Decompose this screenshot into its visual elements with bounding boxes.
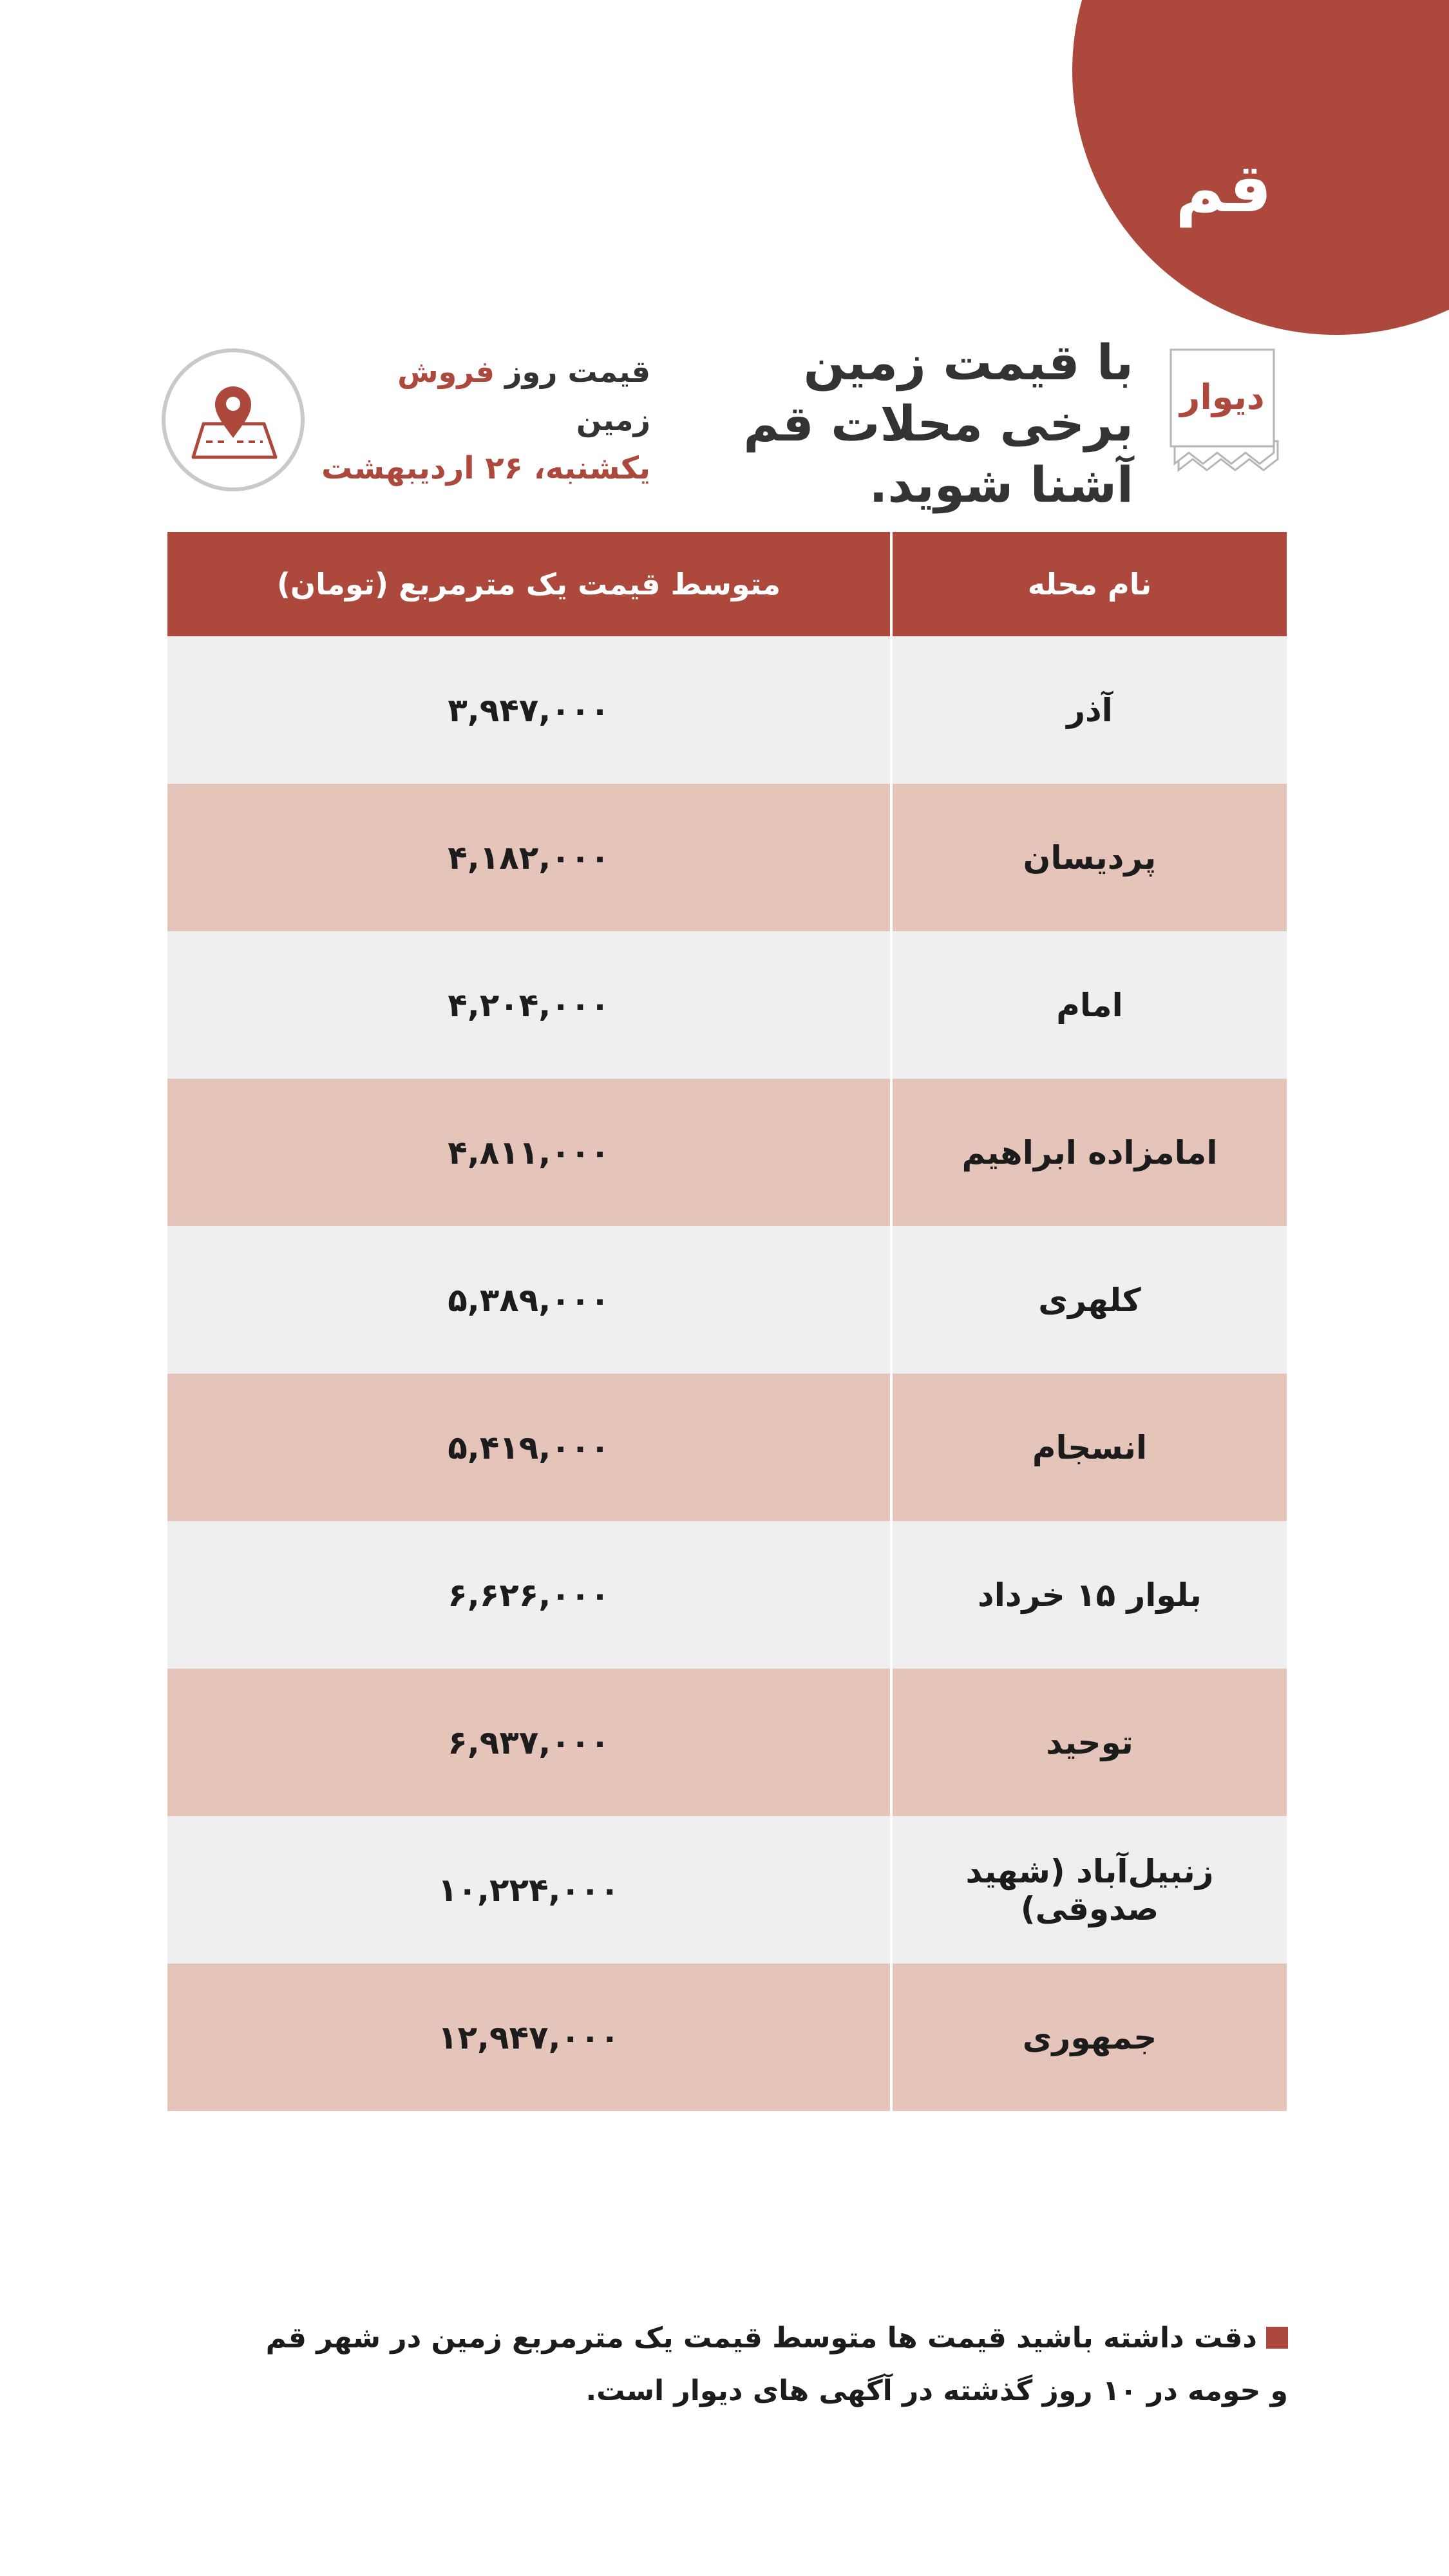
table-row [167,784,1287,931]
price-cell: ۳,۹۴۷,۰۰۰ [167,636,891,784]
headline-line-3: آشنا شوید. [869,456,1133,513]
footnote [245,2312,1288,2418]
header-neighborhood: نام محله [891,532,1287,636]
price-cell: ۶,۶۲۶,۰۰۰ [167,1521,891,1669]
table-row [167,1964,1287,2111]
logo-text: دیوار [1180,377,1265,417]
table-row [167,931,1287,1079]
table-row [167,1079,1287,1226]
footnote-marker [1266,2327,1288,2349]
map-pin-icon [161,348,305,492]
date-block [316,348,650,493]
headline [741,332,1133,515]
price-cell: ۱۲,۹۴۷,۰۰۰ [167,1964,891,2111]
neighborhood-cell: زنبیل‌آباد (شهید صدوقی) [891,1816,1287,1964]
neighborhood-cell: پردیسان [891,784,1287,931]
date-title [316,348,650,444]
header-price: متوسط قیمت یک مترمربع (تومان) [167,532,891,636]
city-name: قم [1175,149,1272,227]
table-row [167,636,1287,784]
price-cell: ۴,۸۱۱,۰۰۰ [167,1079,891,1226]
footnote-text: دقت داشته باشید قیمت ها متوسط قیمت یک مترمربع زمین در شهر قم و حومه در ۱۰ روز گذشته در آگهی های دیوار است. [265,2322,1288,2407]
date-title-end: زمین [576,402,650,437]
neighborhood-cell: جمهوری [891,1964,1287,2111]
neighborhood-cell: بلوار ۱۵ خرداد [891,1521,1287,1669]
table-row [167,1226,1287,1374]
date-title-accent: فروش [397,354,495,389]
price-cell: ۴,۲۰۴,۰۰۰ [167,931,891,1079]
neighborhood-cell: انسجام [891,1374,1287,1521]
table-row [167,1669,1287,1816]
date-title-start: قیمت روز [494,354,650,389]
table-header-row [167,532,1287,636]
neighborhood-cell: آذر [891,636,1287,784]
headline-line-1: با قیمت زمین [803,334,1133,391]
table-row [167,1816,1287,1964]
headline-line-2: برخی محلات قم [743,395,1133,452]
neighborhood-cell: امامزاده ابراهیم [891,1079,1287,1226]
table-row [167,1374,1287,1521]
price-cell: ۴,۱۸۲,۰۰۰ [167,784,891,931]
price-table [167,532,1287,2111]
price-cell: ۵,۳۸۹,۰۰۰ [167,1226,891,1374]
table-row [167,1521,1287,1669]
neighborhood-cell: کلهری [891,1226,1287,1374]
date-text: یکشنبه، ۲۶ اردیبهشت [321,450,650,486]
price-cell: ۵,۴۱۹,۰۰۰ [167,1374,891,1521]
neighborhood-cell: امام [891,931,1287,1079]
divar-logo-icon [1153,345,1288,473]
price-cell: ۶,۹۳۷,۰۰۰ [167,1669,891,1816]
price-cell: ۱۰,۲۲۴,۰۰۰ [167,1816,891,1964]
neighborhood-cell: توحید [891,1669,1287,1816]
